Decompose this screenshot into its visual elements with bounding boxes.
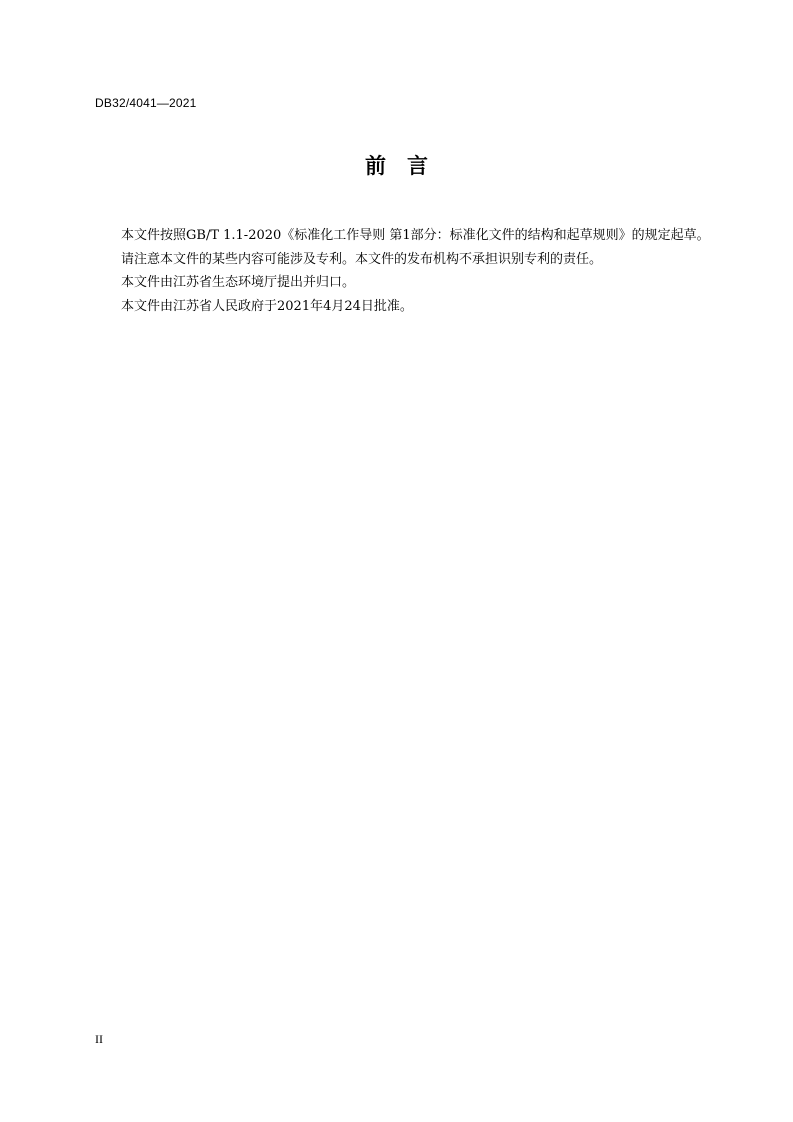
title-char-2: 言 (407, 154, 428, 178)
standard-code: DB32/4041—2021 (95, 96, 197, 110)
title-char-1: 前 (365, 154, 386, 178)
page-number: II (95, 1032, 103, 1046)
paragraph-patent-notice: 请注意本文件的某些内容可能涉及专利。本文件的发布机构不承担识别专利的责任。 (121, 251, 603, 267)
paragraph-approval: 本文件由江苏省人民政府于2021年4月24日批准。 (121, 298, 413, 314)
paragraph-drafting-rules: 本文件按照GB/T 1.1-2020《标准化工作导则 第1部分：标准化文件的结构和起草规则》的规定起草。 (121, 228, 710, 243)
foreword-body (95, 224, 719, 318)
paragraph-proposer: 本文件由江苏省生态环境厅提出并归口。 (121, 275, 356, 290)
page-title (0, 150, 793, 180)
